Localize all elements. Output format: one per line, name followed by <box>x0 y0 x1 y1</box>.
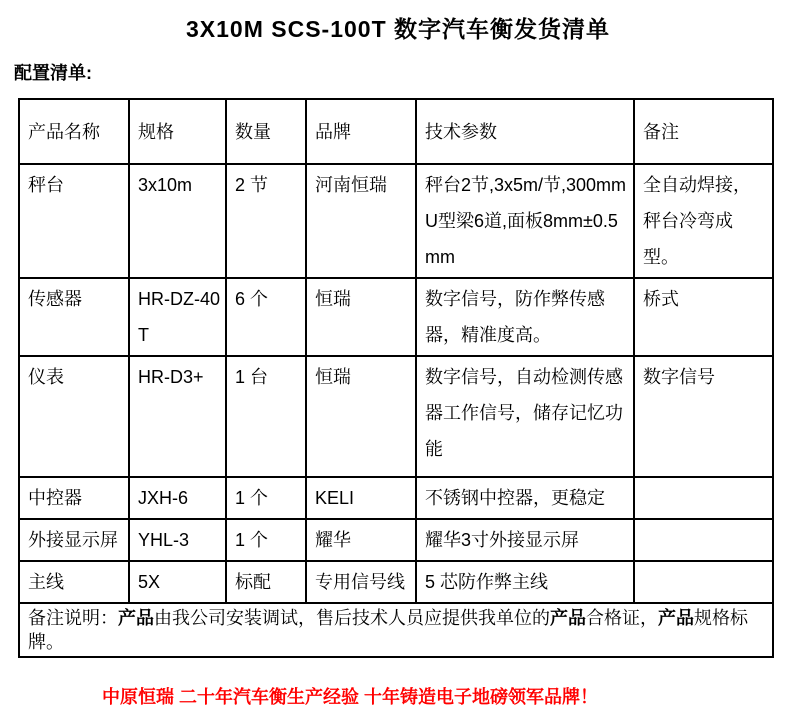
cell-spec: YHL-3 <box>129 519 226 561</box>
cell-note <box>634 477 773 519</box>
cell-note: 全自动焊接，秤台冷弯成型。 <box>634 164 773 278</box>
cell-spec: 3x10m <box>129 164 226 278</box>
cell-qty: 1 个 <box>226 477 306 519</box>
cell-note: 桥式 <box>634 278 773 356</box>
remark-segment: 合格证， <box>586 608 658 628</box>
cell-brand: 恒瑞 <box>306 278 416 356</box>
remark-segment: 规格标牌。 <box>28 608 748 652</box>
table-row-indicator <box>19 356 773 477</box>
cell-product-name: 仪表 <box>19 356 129 477</box>
cell-qty: 标配 <box>226 561 306 603</box>
config-table <box>18 98 774 658</box>
cell-note <box>634 519 773 561</box>
remark-bold-segment: 产品 <box>118 608 154 628</box>
col-header-note: 备注 <box>634 99 773 164</box>
col-header-params: 技术参数 <box>416 99 634 164</box>
col-header-qty: 数量 <box>226 99 306 164</box>
table-row-controller <box>19 477 773 519</box>
cell-params: 数字信号，自动检测传感器工作信号，储存记忆功能 <box>416 356 634 477</box>
table-row-external-display <box>19 519 773 561</box>
cell-product-name: 中控器 <box>19 477 129 519</box>
cell-product-name: 主线 <box>19 561 129 603</box>
cell-product-name: 秤台 <box>19 164 129 278</box>
header-row <box>19 99 773 164</box>
remark-row <box>19 603 773 657</box>
col-header-spec: 规格 <box>129 99 226 164</box>
cell-spec: HR-D3+ <box>129 356 226 477</box>
cell-params: 秤台2节,3x5m/节,300mmU型梁6道,面板8mm±0.5mm <box>416 164 634 278</box>
cell-brand: 恒瑞 <box>306 356 416 477</box>
section-label: 配置清单: <box>14 63 92 83</box>
cell-note <box>634 561 773 603</box>
cell-params: 数字信号，防作弊传感器，精准度高。 <box>416 278 634 356</box>
cell-product-name: 外接显示屏 <box>19 519 129 561</box>
cell-brand: 耀华 <box>306 519 416 561</box>
table-row-platform <box>19 164 773 278</box>
cell-spec: HR-DZ-40T <box>129 278 226 356</box>
cell-note: 数字信号 <box>634 356 773 477</box>
cell-qty: 2 节 <box>226 164 306 278</box>
cell-params: 耀华3寸外接显示屏 <box>416 519 634 561</box>
cell-params: 5 芯防作弊主线 <box>416 561 634 603</box>
document-page <box>0 14 796 709</box>
cell-params: 不锈钢中控器，更稳定 <box>416 477 634 519</box>
page-title: 3X10M SCS-100T 数字汽车衡发货清单 <box>185 16 611 42</box>
cell-brand: 专用信号线 <box>306 561 416 603</box>
remark-cell <box>19 603 773 657</box>
cell-qty: 1 个 <box>226 519 306 561</box>
remark-bold-segment: 产品 <box>658 608 694 628</box>
cell-qty: 1 台 <box>226 356 306 477</box>
table-row-main-cable <box>19 561 773 603</box>
remark-segment: 由我公司安装调试，售后技术人员应提供我单位的 <box>154 608 550 628</box>
cell-spec: JXH-6 <box>129 477 226 519</box>
cell-brand: KELI <box>306 477 416 519</box>
table-row-sensor <box>19 278 773 356</box>
cell-product-name: 传感器 <box>19 278 129 356</box>
col-header-product-name: 产品名称 <box>19 99 129 164</box>
remark-bold-segment: 产品 <box>550 608 586 628</box>
remark-segment: 备注说明： <box>28 608 118 628</box>
cell-brand: 河南恒瑞 <box>306 164 416 278</box>
footer-slogan: 中原恒瑞 二十年汽车衡生产经验 十年铸造电子地磅领军品牌！ <box>102 687 598 707</box>
cell-qty: 6 个 <box>226 278 306 356</box>
col-header-brand: 品牌 <box>306 99 416 164</box>
cell-spec: 5X <box>129 561 226 603</box>
